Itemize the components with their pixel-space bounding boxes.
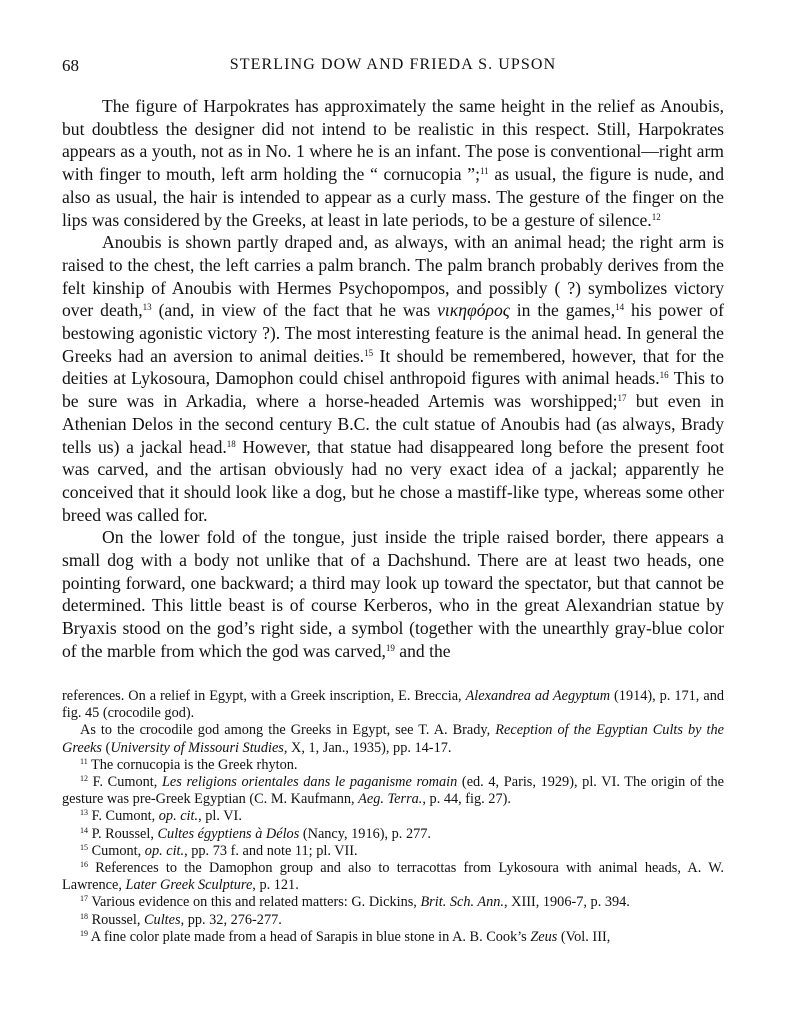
text-run: The figure of Harpokrates has approximately the same height in the relief as Anoubis, but doubtless the designer did not intend to be realistic in this respect. Still, Harpokrates appears as a youth, not as in No. 1 where he is an infant. The pose is conventional—right arm with finger to mouth, left arm holding the “ cornucopia ”; (62, 96, 724, 185)
footnote-number: 18 (80, 911, 88, 921)
footnote-12 (62, 774, 724, 808)
text-run: (and, in view of the fact that he was (151, 300, 438, 321)
footnote-number: 16 (80, 860, 88, 870)
paragraph-anoubis (62, 231, 724, 526)
text-run: (ed. 4, Paris, 1929), pl. VI. The origin of the gesture was pre-Greek Egyptian (C. M. Kaufmann, (62, 774, 725, 808)
footnote-continuation (62, 688, 724, 722)
footnote-17 (62, 894, 724, 911)
footnote-18 (62, 912, 724, 929)
text-run: as usual, the figure is nude, and also as usual, the hair is intended to appear as a curly mass. The gesture of the finger on the lips was considered by the Greeks, at least in late periods, to be a gesture of silence. (62, 164, 724, 230)
italic-title: Aeg. Terra. (358, 791, 423, 808)
text-run: the cult statue of Anoubis had (as always, Brady tells us) a jackal head. (62, 413, 725, 457)
italic-title: Zeus (530, 928, 558, 945)
text-run: his power of bestowing agonistic victory ?). The most interesting feature is the animal head. In general the Greeks had an aversion to animal deities. (62, 300, 724, 366)
text-run: (Vol. III, (557, 928, 611, 945)
italic-title: Cultes égyptiens à Délos (157, 825, 300, 842)
italic-title: University of Missouri Studies (110, 739, 284, 756)
running-head-text: STERLING DOW AND FRIEDA S. UPSON (229, 56, 557, 73)
text-run: (Nancy, 1916), p. 277. (299, 825, 431, 842)
footnote-ref: 12 (651, 211, 661, 222)
footnote-ref: 19 (385, 642, 395, 653)
running-head (62, 56, 724, 74)
footnote-11 (62, 757, 724, 774)
text-run: A fine color plate made from a head of Sarapis in blue stone in A. B. Cook’s (88, 928, 531, 945)
footnote-number: 12 (80, 774, 88, 784)
text-run: It should be remembered, however, that for the deities at Lykosoura, Damophon could chisel anthropoid figures with animal heads. (62, 345, 724, 389)
text-run: However, that statue had disappeared long before the present foot was carved, and the artisan obviously had no very exact idea of a jackal; apparently he conceived that it should look like a dog, but he chose a mastiff-like type, whereas some other breed was called for. (62, 436, 724, 525)
footnote-19 (62, 929, 724, 946)
paragraph-kerberos (62, 526, 724, 662)
footnote-continuation (62, 722, 724, 756)
footnote-number: 19 (80, 928, 88, 938)
footnote-number: 13 (80, 808, 88, 818)
text-run: F. Cumont, (88, 774, 162, 791)
text-run: , XIII, 1906-7, p. 394. (503, 894, 630, 911)
text-run: Roussel, (88, 911, 145, 928)
footnote-number: 14 (80, 825, 88, 835)
footnote-number: 15 (80, 842, 88, 852)
footnote-16 (62, 860, 724, 894)
footnotes (62, 688, 724, 946)
italic-title: Later Greek Sculpture (125, 877, 253, 894)
greek-word: νικηφόρος (437, 300, 510, 321)
text-run: As to the crocodile god among the Greeks in Egypt, see T. A. Brady, (80, 722, 496, 739)
paragraph-harpokrates (62, 95, 724, 231)
main-text (62, 95, 724, 663)
footnote-number: 17 (80, 894, 88, 904)
page-header (62, 56, 724, 82)
italic-title: Reception of the Egyptian Cults by the Greeks (62, 722, 724, 756)
italic-title: op. cit. (158, 808, 199, 825)
footnote-14 (62, 826, 724, 843)
text-run: and the (394, 640, 451, 661)
text-run: but even in Athenian Delos in the second century (62, 391, 725, 434)
text-run: P. Roussel, (88, 825, 158, 842)
text-run: in the games, (509, 300, 616, 321)
text-run: , p. 44, fig. 27). (422, 791, 511, 808)
era-abbrev: B.C. (337, 413, 370, 434)
text-run: ( (101, 739, 111, 756)
text-run: On the lower fold of the tongue, just inside the triple raised border, there appears a small dog with a body not unlike that of a Dachshund. There are at least two heads, one pointing forward, one backward; a third may look up toward the spectator, but that cannot be determined. This little beast is of course Kerberos, who in the great Alexandrian statue by Bryaxis stood on the god’s right side, a symbol (together with the unearthly gray-blue color of the marble from which the god was carved, (62, 527, 724, 661)
italic-title: Brit. Sch. Ann. (420, 894, 504, 911)
footnote-ref: 14 (615, 302, 625, 313)
italic-title: Alexandrea ad Aegyptum (465, 688, 611, 704)
footnote-ref: 16 (659, 370, 669, 381)
text-run: (1914), p. 171, and fig. 45 (crocodile god). (62, 688, 724, 722)
text-run: References to the Damophon group and also to terracottas from Lykosoura with animal heads, A. W. Lawrence, (62, 860, 724, 894)
footnote-ref: 15 (364, 347, 374, 358)
page-number: 68 (62, 56, 79, 75)
text-run: This to be sure was in Arkadia, where a horse-headed Artemis was worshipped; (62, 368, 724, 412)
text-run: Various evidence on this and related matters: G. Dickins, (88, 894, 421, 911)
footnote-13 (62, 808, 724, 825)
footnote-number: 11 (80, 756, 88, 766)
text-run: , p. 121. (252, 877, 299, 894)
footnote-15 (62, 843, 724, 860)
footnote-ref: 13 (142, 302, 152, 313)
text-run: Cumont, (88, 842, 145, 859)
text-run: , X, 1, Jan., 1935), pp. 14-17. (283, 739, 452, 756)
text-run: The cornucopia is the Greek rhyton. (87, 756, 298, 773)
footnote-ref: 11 (480, 166, 489, 177)
text-run: references. On a relief in Egypt, with a Greek inscription, E. Breccia, (62, 688, 466, 704)
text-run: F. Cumont, (88, 808, 159, 825)
italic-title: op. cit. (144, 842, 185, 859)
footnote-ref: 17 (617, 393, 627, 404)
text-run: , pl. VI. (198, 808, 242, 825)
text-run: , pp. 73 f. and note 11; pl. VII. (184, 842, 358, 859)
text-run: Anoubis is shown partly draped and, as always, with an animal head; the right arm is raised to the chest, the left carries a palm branch. The palm branch probably derives from the felt kinship of Anoubis with Hermes Psychopompos, and possibly ( ?) symbolizes victory over death, (62, 232, 724, 321)
text-run: , pp. 32, 276-277. (180, 911, 282, 928)
italic-title: Les religions orientales dans le paganisme romain (161, 774, 458, 791)
italic-title: Cultes (144, 911, 181, 928)
footnote-ref: 18 (226, 438, 236, 449)
